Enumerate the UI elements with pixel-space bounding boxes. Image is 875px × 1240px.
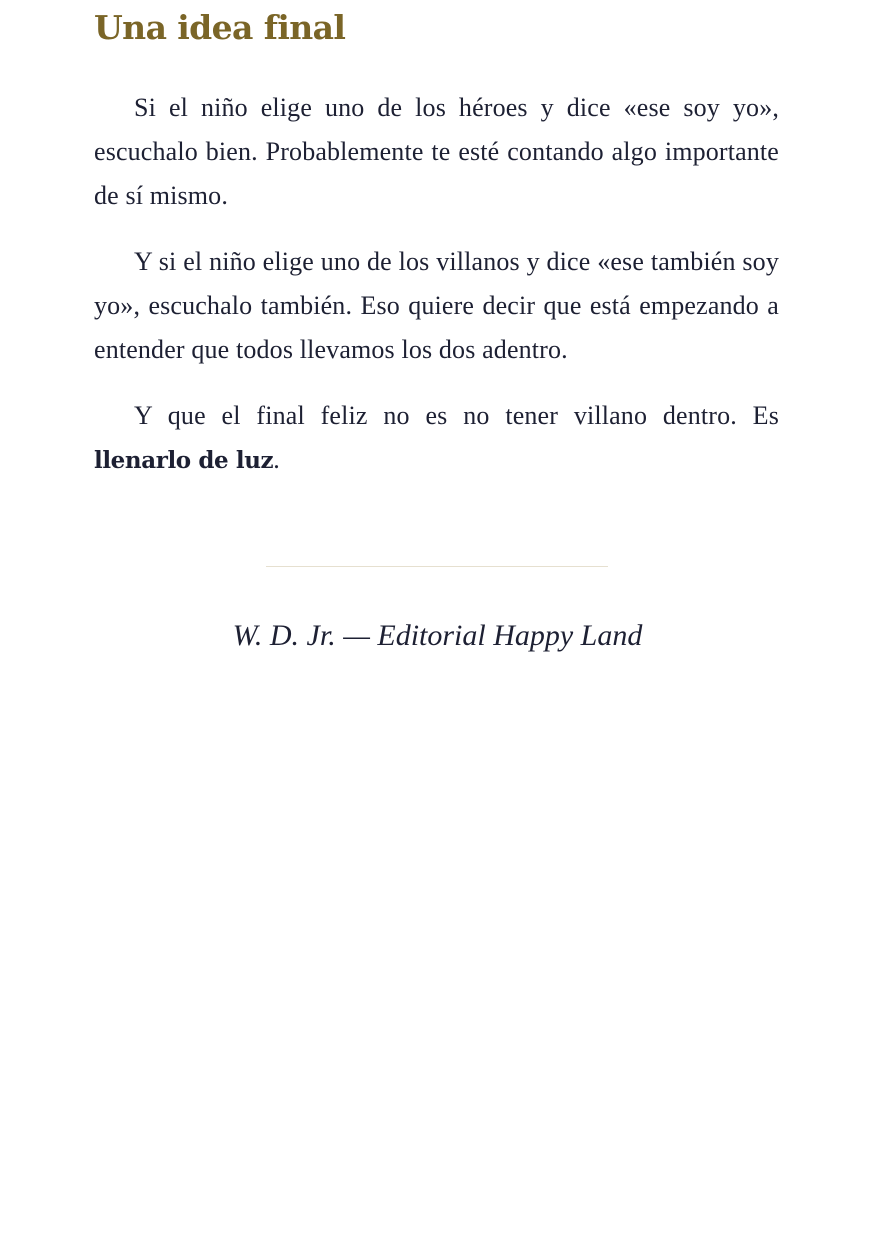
section-title: Una idea final — [94, 8, 346, 47]
paragraph-conclusion — [94, 394, 779, 483]
section-divider — [266, 566, 608, 567]
paragraph-villains: Y si el niño elige uno de los villanos y dice «ese también soy yo», escuchalo también. Eso quiere decir que está empezando a entender que todos llevamos los dos adentro. — [94, 247, 779, 364]
signature: W. D. Jr. — Editorial Happy Land — [232, 619, 643, 652]
conclusion-text: Y que el final feliz no es no tener villano dentro. Es — [134, 401, 779, 430]
document-body — [94, 0, 779, 483]
conclusion-emphasis: llenarlo de luz — [94, 447, 274, 474]
paragraph-heroes: Si el niño elige uno de los héroes y dice «ese soy yo», escuchalo bien. Probablemente te esté contando algo importante de sí mismo. — [94, 93, 779, 210]
conclusion-period: . — [273, 445, 280, 474]
